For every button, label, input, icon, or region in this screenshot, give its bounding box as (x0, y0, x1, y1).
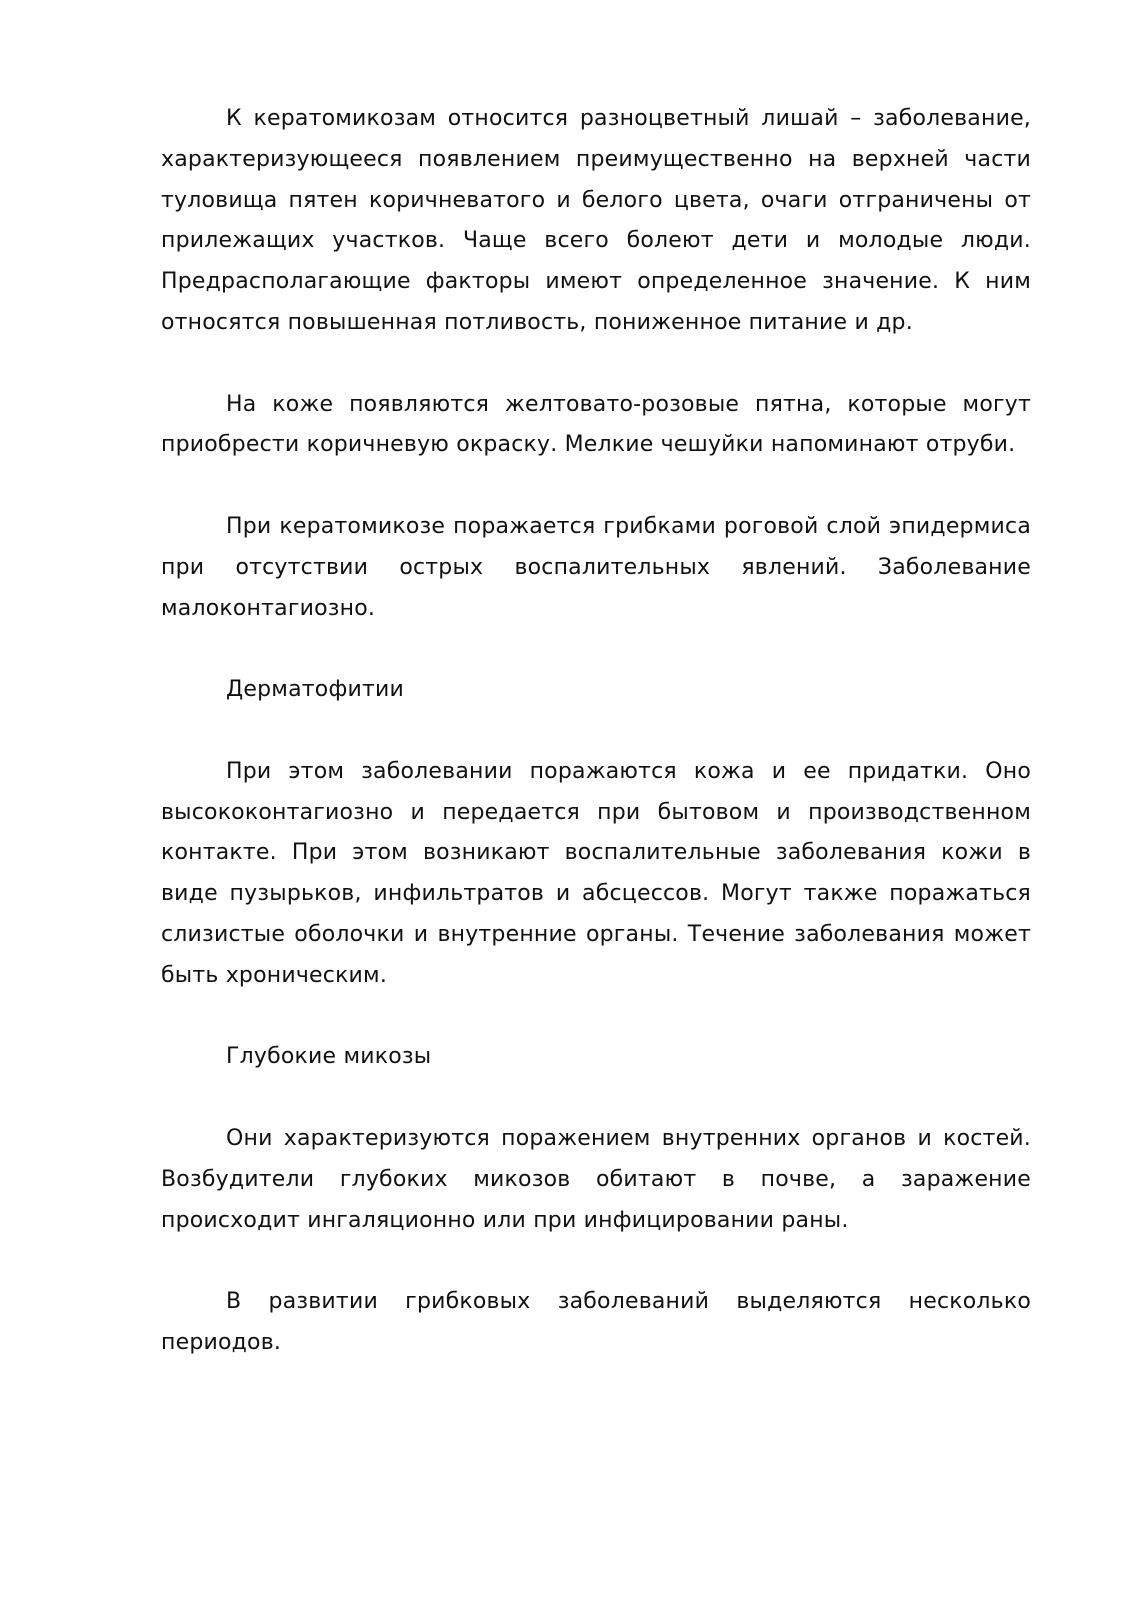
section-heading-deep-mycoses: Глубокие микозы (226, 1044, 432, 1070)
section-heading-dermatophytoses: Дерматофитии (226, 677, 404, 703)
paragraph-periods: В развитии грибковых заболеваний выделяются несколько периодов. (161, 1289, 1031, 1355)
paragraph-keratomycoses: К кератомикозам относится разноцветный лишай – заболевание, характеризующееся появлением преимущественно на верхней части туловища пятен коричневатого и белого цвета, очаги отграничены от прилежащих участков. Чаще всего болеют дети и молодые люди. Предрасполагающие факторы имеют определенное значение. К ним относятся повышенная потливость, пониженное питание и др. (161, 106, 1031, 335)
document-page (161, 99, 1031, 1364)
paragraph-epidermis: При кератомикозе поражается грибками роговой слой эпидермиса при отсутствии острых воспалительных явлений. Заболевание малоконтагиозно. (161, 513, 1031, 621)
paragraph-dermatophytoses: При этом заболевании поражаются кожа и ее придатки. Оно высококонтагиозно и передается при бытовом и производственном контакте. При этом возникают воспалительные заболевания кожи в виде пузырьков, инфильтратов и абсцессов. Могут также поражаться слизистые оболочки и внутренние органы. Течение заболевания может быть хроническим. (161, 758, 1031, 988)
paragraph-deep-mycoses: Они характеризуются поражением внутренних органов и костей. Возбудители глубоких микозов обитают в почве, а заражение происходит ингаляционно или при инфицировании раны. (161, 1125, 1031, 1233)
paragraph-skin-spots: На коже появляются желтовато-розовые пятна, которые могут приобрести коричневую окраску. Мелкие чешуйки напоминают отруби. (161, 391, 1031, 458)
